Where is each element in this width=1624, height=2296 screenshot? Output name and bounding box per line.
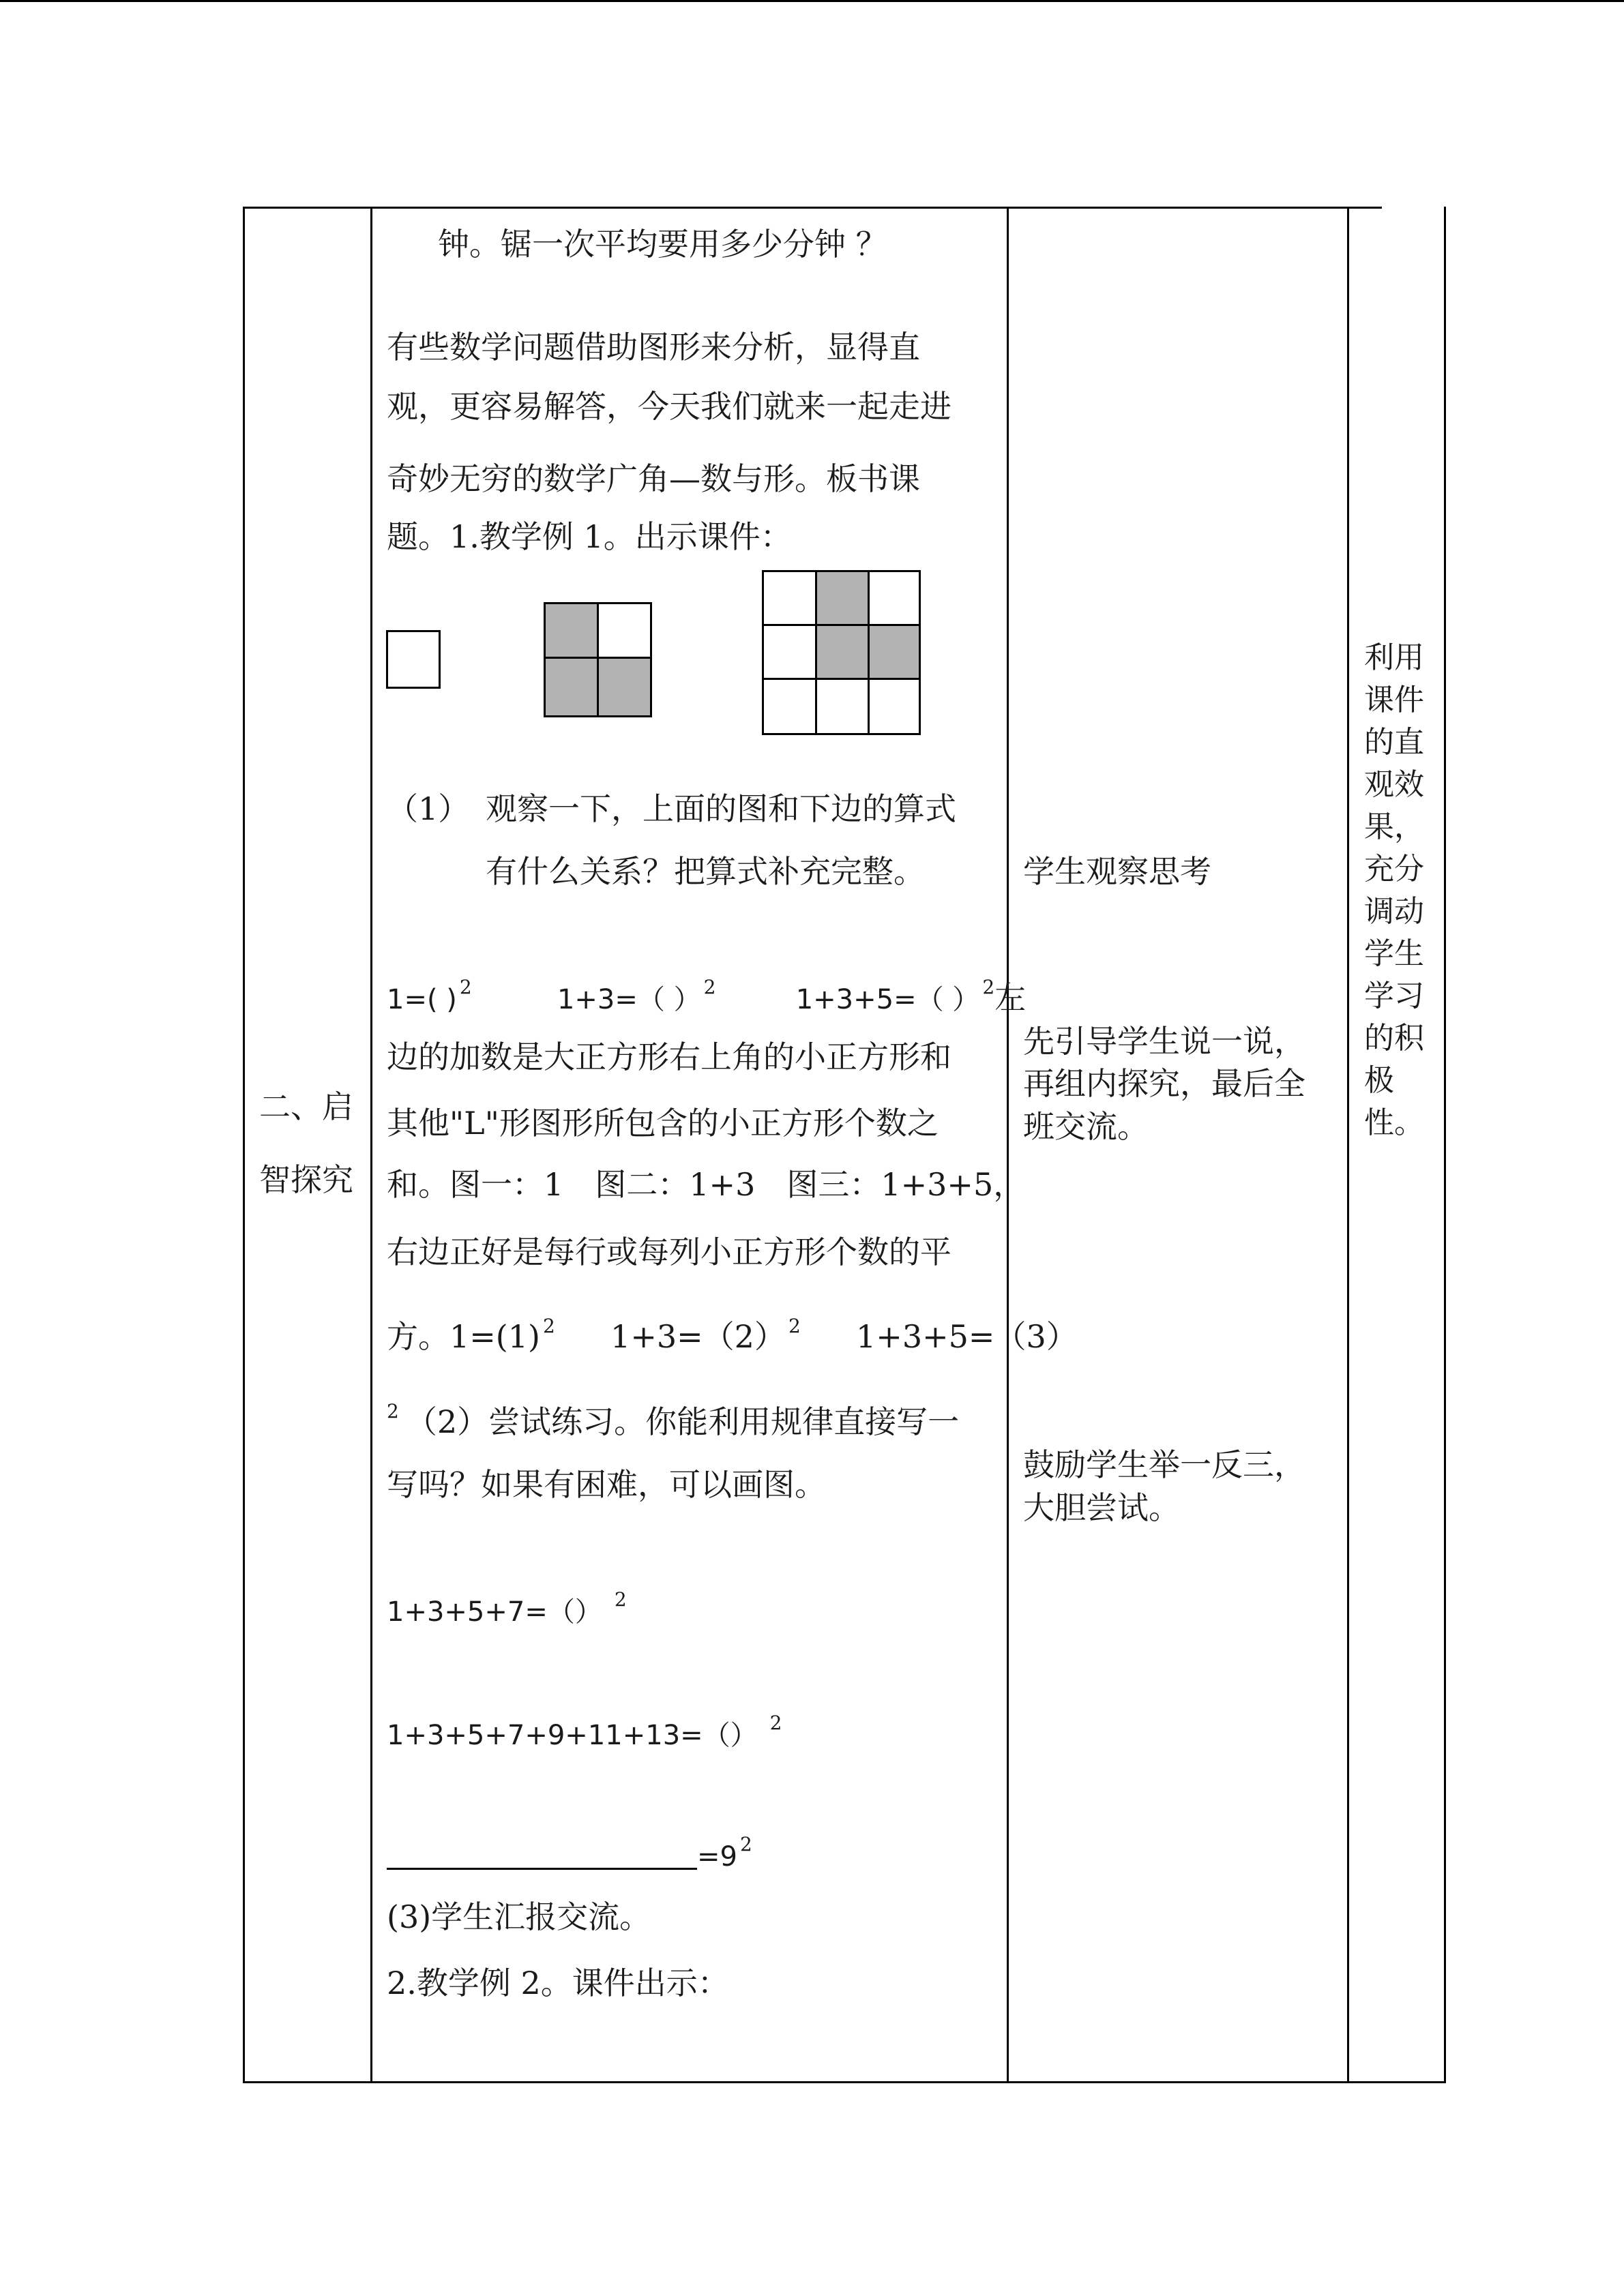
intent-line-5: 充分 (1364, 852, 1424, 886)
exercise-1-text: 1+3+5+7=（） (387, 1596, 602, 1628)
stage-label-line2: 智探究 (259, 1161, 353, 1198)
intent-line-2: 的直 (1364, 725, 1424, 760)
sup-2: 2 (769, 1712, 782, 1734)
fig3-cell (762, 624, 817, 680)
explain-line-0: 边的加数是大正方形右上角的小正方形和 (387, 1039, 951, 1075)
student-guide-line-1: 再组内探究，最后全 (1023, 1065, 1305, 1102)
fig3-cell (762, 678, 817, 735)
exercise-2-text: 1+3+5+7+9+11+13=（） (387, 1720, 758, 1751)
intent-line-6: 调动 (1364, 894, 1424, 929)
explain-line-1: 其他"L"形图形所包含的小正方形个数之 (387, 1105, 939, 1142)
example2-line: 2.教学例 2。课件出示： (387, 1965, 729, 2001)
intent-line-10: 极 (1364, 1063, 1394, 1098)
fig2-cell (597, 657, 652, 717)
intent-line-0: 利用 (1364, 640, 1424, 675)
intent-line-4: 果， (1364, 809, 1424, 844)
fig3-cell (868, 678, 921, 735)
process-line-0: 钟。锯一次平均要用多少分钟 ？ (438, 226, 887, 263)
formula-b: 1+3=（ ） (557, 984, 701, 1015)
answer-row (387, 1306, 1078, 1357)
table-col-rule-0 (243, 207, 245, 2083)
exercise-3 (387, 1824, 752, 1877)
intent-line-3: 观效 (1364, 767, 1424, 802)
question1-line1: 观察一下，上面的图和下边的算式 (486, 790, 956, 827)
intent-line-8: 学习 (1364, 979, 1424, 1013)
intent-line-1: 课件 (1364, 683, 1424, 717)
student-guide-line-2: 班交流。 (1023, 1108, 1149, 1145)
stage-label-line1: 二、启 (259, 1088, 353, 1125)
report-line: (3)学生汇报交流。 (387, 1898, 651, 1935)
table-col-rule-1 (370, 207, 372, 2083)
process-line-1: 有些数学问题借助图形来分析，显得直 (387, 329, 920, 366)
formula-c: 1+3+5=（ ） (795, 984, 980, 1015)
fig2-cell (544, 602, 599, 659)
sup-2: 2 (387, 1400, 399, 1422)
fig3-cell (815, 570, 870, 626)
exercise-2 (387, 1703, 782, 1756)
fig2-cell (544, 657, 599, 717)
exercise-3-tail: =9 (697, 1841, 737, 1873)
fig1-cell (386, 630, 441, 689)
sup-2: 2 (788, 1315, 801, 1337)
practice-line1 (387, 1391, 959, 1442)
formula-row (387, 967, 1026, 1020)
process-line-2: 观，更容易解答，今天我们就来一起走进 (387, 388, 951, 425)
student-observe: 学生观察思考 (1023, 853, 1211, 890)
intent-line-9: 的积 (1364, 1021, 1424, 1056)
fig3-cell (868, 570, 921, 626)
practice-line2: 写吗？如果有困难，可以画图。 (387, 1466, 826, 1503)
student-encourage-line-1: 大胆尝试。 (1023, 1489, 1180, 1526)
table-col-rule-4 (1444, 207, 1446, 2083)
explain-line-3: 右边正好是每行或每列小正方形个数的平 (387, 1234, 951, 1270)
sup-2: 2 (739, 1833, 752, 1855)
answer-c: 1+3+5=（3） (856, 1318, 1078, 1355)
fig2-cell (597, 602, 652, 659)
student-guide-line-0: 先引导学生说一说， (1023, 1023, 1305, 1060)
sup-2: 2 (982, 976, 995, 998)
sup-2: 2 (542, 1315, 555, 1337)
question1-line2: 有什么关系？把算式补充完整。 (486, 853, 925, 890)
fig3-cell (815, 624, 870, 680)
student-encourage-line-0: 鼓励学生举一反三， (1023, 1446, 1305, 1483)
sup-2: 2 (614, 1588, 627, 1611)
formula-c-tail: 左 (994, 979, 1027, 1016)
intent-line-7: 学生 (1364, 936, 1424, 971)
fig3-cell (868, 624, 921, 680)
answer-b: 1+3=（2） (610, 1318, 786, 1355)
answer-blank-line (387, 1838, 697, 1870)
table-col-rule-3 (1347, 207, 1349, 2083)
formula-a: 1=( ) (387, 984, 457, 1015)
sup-2: 2 (703, 976, 716, 998)
process-line-4: 题。1.教学例 1。出示课件： (387, 518, 792, 555)
practice-text-1: （2）尝试练习。你能利用规律直接写一 (405, 1403, 960, 1440)
fig3-cell (815, 678, 870, 735)
table-bottom-rule (243, 2081, 1446, 2083)
process-line-3: 奇妙无穷的数学广角—数与形。板书课 (387, 460, 920, 497)
question1-number: （1） (387, 790, 470, 827)
explain-line-2: 和。图一：1 图二：1+3 图三：1+3+5， (387, 1166, 1025, 1203)
page-top-border (0, 0, 1624, 2)
table-col-rule-2 (1007, 207, 1009, 2083)
table-top-rule (243, 207, 1382, 209)
sup-2: 2 (459, 976, 472, 998)
fig3-cell (762, 570, 817, 626)
exercise-1 (387, 1579, 627, 1632)
answer-a: 方。1=(1) (387, 1318, 540, 1355)
intent-line-11: 性。 (1364, 1105, 1424, 1140)
